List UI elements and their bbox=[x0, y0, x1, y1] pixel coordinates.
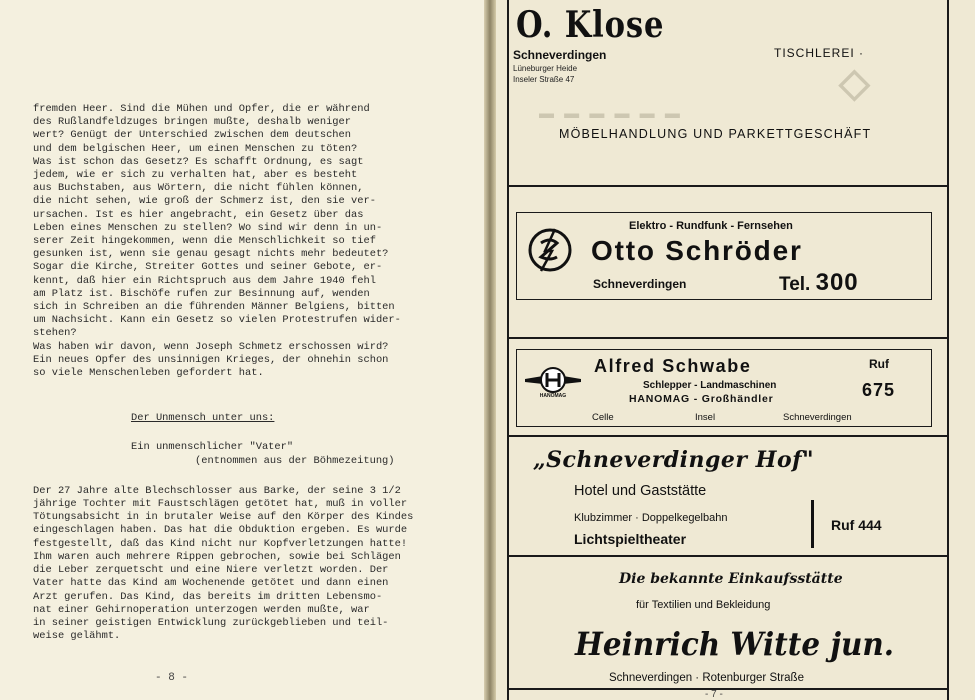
phone-number: 300 bbox=[815, 269, 859, 296]
schwabe-line-2: HANOMAG - Großhändler bbox=[629, 393, 774, 405]
text-line: wert? Genügt der Unterschied zwischen dem deutschen bbox=[33, 129, 352, 142]
schwabe-ruf-label: Ruf bbox=[869, 357, 889, 371]
text-line: in seiner geistigen Entwicklung zurückgeblieben und teil- bbox=[33, 616, 389, 629]
typed-article bbox=[33, 103, 453, 643]
article-source: (entnommen aus der Böhmezeitung) bbox=[195, 454, 395, 467]
ad-witte bbox=[509, 557, 947, 700]
text-line: und dem belgischen Heer, um einen Menschen zu töten? bbox=[33, 142, 358, 155]
text-line: fremden Heer. Sind die Mühen und Opfer, die er während bbox=[33, 103, 370, 115]
text-line: eingeschlagen haben. Das hat die Obduktion ergeben. Es wurde bbox=[33, 524, 408, 537]
text-line: jährige Tochter mit Faustschlägen getötet hat, muß in voller bbox=[33, 498, 408, 511]
schroeder-name: Otto Schröder bbox=[591, 235, 803, 266]
bleed-through-mark: ▬ ▬ ▬ ▬ ▬ ▬ bbox=[539, 105, 683, 122]
schwabe-ruf-number: 675 bbox=[862, 380, 896, 400]
schwabe-line-1: Schlepper - Landmaschinen bbox=[643, 380, 777, 391]
page-number-left: - 8 - bbox=[155, 672, 189, 684]
paragraph-1 bbox=[33, 103, 453, 341]
text-line: des Rußlandfeldzuges bringen mußte, deshalb weniger bbox=[33, 116, 352, 129]
text-line: Arzt gerufen. Das Kind, das bereits im dritten Lebensmo- bbox=[33, 590, 383, 603]
text-line: Was haben wir davon, wenn Joseph Schmetz erschossen wird? bbox=[33, 340, 389, 353]
lightning-logo-icon bbox=[527, 227, 573, 273]
text-line: Was ist schon das Gesetz? Es schafft Ordnung, es sagt bbox=[33, 155, 364, 168]
text-line: Ein neues Opfer des unsinnigen Krieges, der ohnehin schon bbox=[33, 353, 389, 366]
schroeder-box bbox=[516, 212, 932, 300]
ad-frame-bottom bbox=[507, 688, 949, 690]
klose-address-2: Inseler Straße 47 bbox=[513, 75, 575, 84]
text-line: Leben eines Menschen zu stellen? Wo sind wir denn in un- bbox=[33, 221, 383, 234]
hof-subtitle: Hotel und Gaststätte bbox=[574, 483, 707, 499]
schroeder-town: Schneverdingen bbox=[593, 277, 687, 291]
text-line: so viele Menschenleben gefordert hat. bbox=[33, 367, 264, 380]
text-line: Tötungsabsicht in in brutaler Weise auf den Körper des Kindes bbox=[33, 511, 414, 524]
phone-label: Tel. bbox=[779, 274, 811, 295]
hof-rooms: Klubzimmer · Doppelkegelbahn bbox=[574, 512, 728, 524]
schwabe-place-town: Schneverdingen bbox=[783, 412, 852, 423]
witte-address: Schneverdingen · Rotenburger Straße bbox=[609, 672, 804, 684]
text-line: Der 27 Jahre alte Blechschlosser aus Barke, der seine 3 1/2 bbox=[33, 484, 401, 497]
text-line: serer Zeit hingekommen, wenn die Menschlichkeit so tief bbox=[33, 235, 376, 248]
text-line: die Leber zerquetscht und eine Niere verletzt worden. Der bbox=[33, 564, 389, 577]
text-line: gesunken ist, wenn sie genau gesagt nichts mehr bedeutet? bbox=[33, 248, 389, 261]
hof-divider-bar bbox=[811, 500, 814, 548]
text-line: ursachen. Ist es hier angebracht, ein Gesetz über das bbox=[33, 208, 364, 221]
hof-cinema: Lichtspieltheater bbox=[574, 531, 687, 547]
text-line: sich in Schreiben an die führenden Männer Belgiens, bitten bbox=[33, 301, 395, 314]
text-line: am Platz ist. Bischöfe rufen zur Besinnung auf, wenden bbox=[33, 287, 370, 300]
section-heading bbox=[33, 412, 453, 425]
text-line: nat einer Gehirnoperation unterzogen werden mußte, war bbox=[33, 603, 370, 616]
text-line: stehen? bbox=[33, 327, 77, 340]
hanomag-logo-text: HANOMAG bbox=[539, 393, 567, 398]
hanomag-logo-icon bbox=[523, 364, 583, 398]
text-line: Sogar die Kirche, Streiter Gottes und seiner Gebote, er- bbox=[33, 261, 383, 274]
schwabe-box bbox=[516, 349, 932, 427]
klose-trade: TISCHLEREI · bbox=[774, 46, 865, 60]
text-line: kennt, daß hier ein Richtspruch aus dem Jahre 1940 fehl bbox=[33, 274, 376, 287]
witte-name: Heinrich Witte jun. bbox=[575, 625, 895, 663]
article-subheading: Ein unmenschlicher "Vater" bbox=[131, 441, 294, 454]
klose-name: O. Klose bbox=[516, 4, 665, 46]
schwabe-name: Alfred Schwabe bbox=[594, 356, 752, 376]
ad-klose bbox=[509, 0, 947, 185]
text-line: festgestellt, daß das Kind nicht nur Kopfverletzungen hatte! bbox=[33, 537, 408, 550]
text-line: Ihm waren auch mehrere Rippen gebrochen, sowie bei Schlägen bbox=[33, 550, 401, 563]
text-line: um Nachsicht. Kann ein Gesetz so vielen Protestrufen wider- bbox=[33, 314, 401, 327]
section-heading-text: Der Unmensch unter uns: bbox=[131, 412, 275, 425]
hof-phone: Ruf 444 bbox=[831, 517, 882, 533]
paragraph-2 bbox=[33, 341, 453, 381]
text-line: die nicht sehen, wie groß der Schmerz ist, den sie ver- bbox=[33, 195, 376, 208]
ad-schroeder bbox=[509, 187, 947, 337]
text-line: Vater hatte das Kind am Wochenende getötet und dann einen bbox=[33, 577, 389, 590]
book-gutter bbox=[484, 0, 496, 700]
klose-address-1: Lüneburger Heide bbox=[513, 64, 578, 73]
schwabe-place-celle: Celle bbox=[592, 412, 614, 423]
paragraph-3 bbox=[33, 485, 453, 643]
witte-goods: für Textilien und Bekleidung bbox=[636, 599, 771, 611]
witte-slogan: Die bekannte Einkaufsstätte bbox=[619, 571, 843, 587]
left-page bbox=[0, 0, 487, 700]
schwabe-place-insel: Insel bbox=[695, 412, 716, 423]
text-line: jedem, wie er sich zu verhalten hat, aber es besteht bbox=[33, 169, 358, 182]
schroeder-phone bbox=[779, 269, 859, 297]
klose-town: Schneverdingen bbox=[513, 48, 607, 62]
ad-schneverdinger-hof bbox=[509, 437, 947, 555]
text-line: weise gelähmt. bbox=[33, 630, 121, 643]
text-line: aus Buchstaben, aus Wörtern, die nicht fühlen können, bbox=[33, 182, 364, 195]
page-number-right: - 7 - bbox=[705, 689, 723, 700]
ad-schwabe bbox=[509, 339, 947, 435]
hof-name: „Schneverdinger Hof" bbox=[533, 447, 815, 473]
bleed-through-logo: ◇ bbox=[839, 61, 870, 105]
schroeder-services: Elektro - Rundfunk - Fernsehen bbox=[629, 220, 793, 232]
klose-business: MÖBELHANDLUNG UND PARKETTGESCHÄFT bbox=[559, 127, 872, 141]
